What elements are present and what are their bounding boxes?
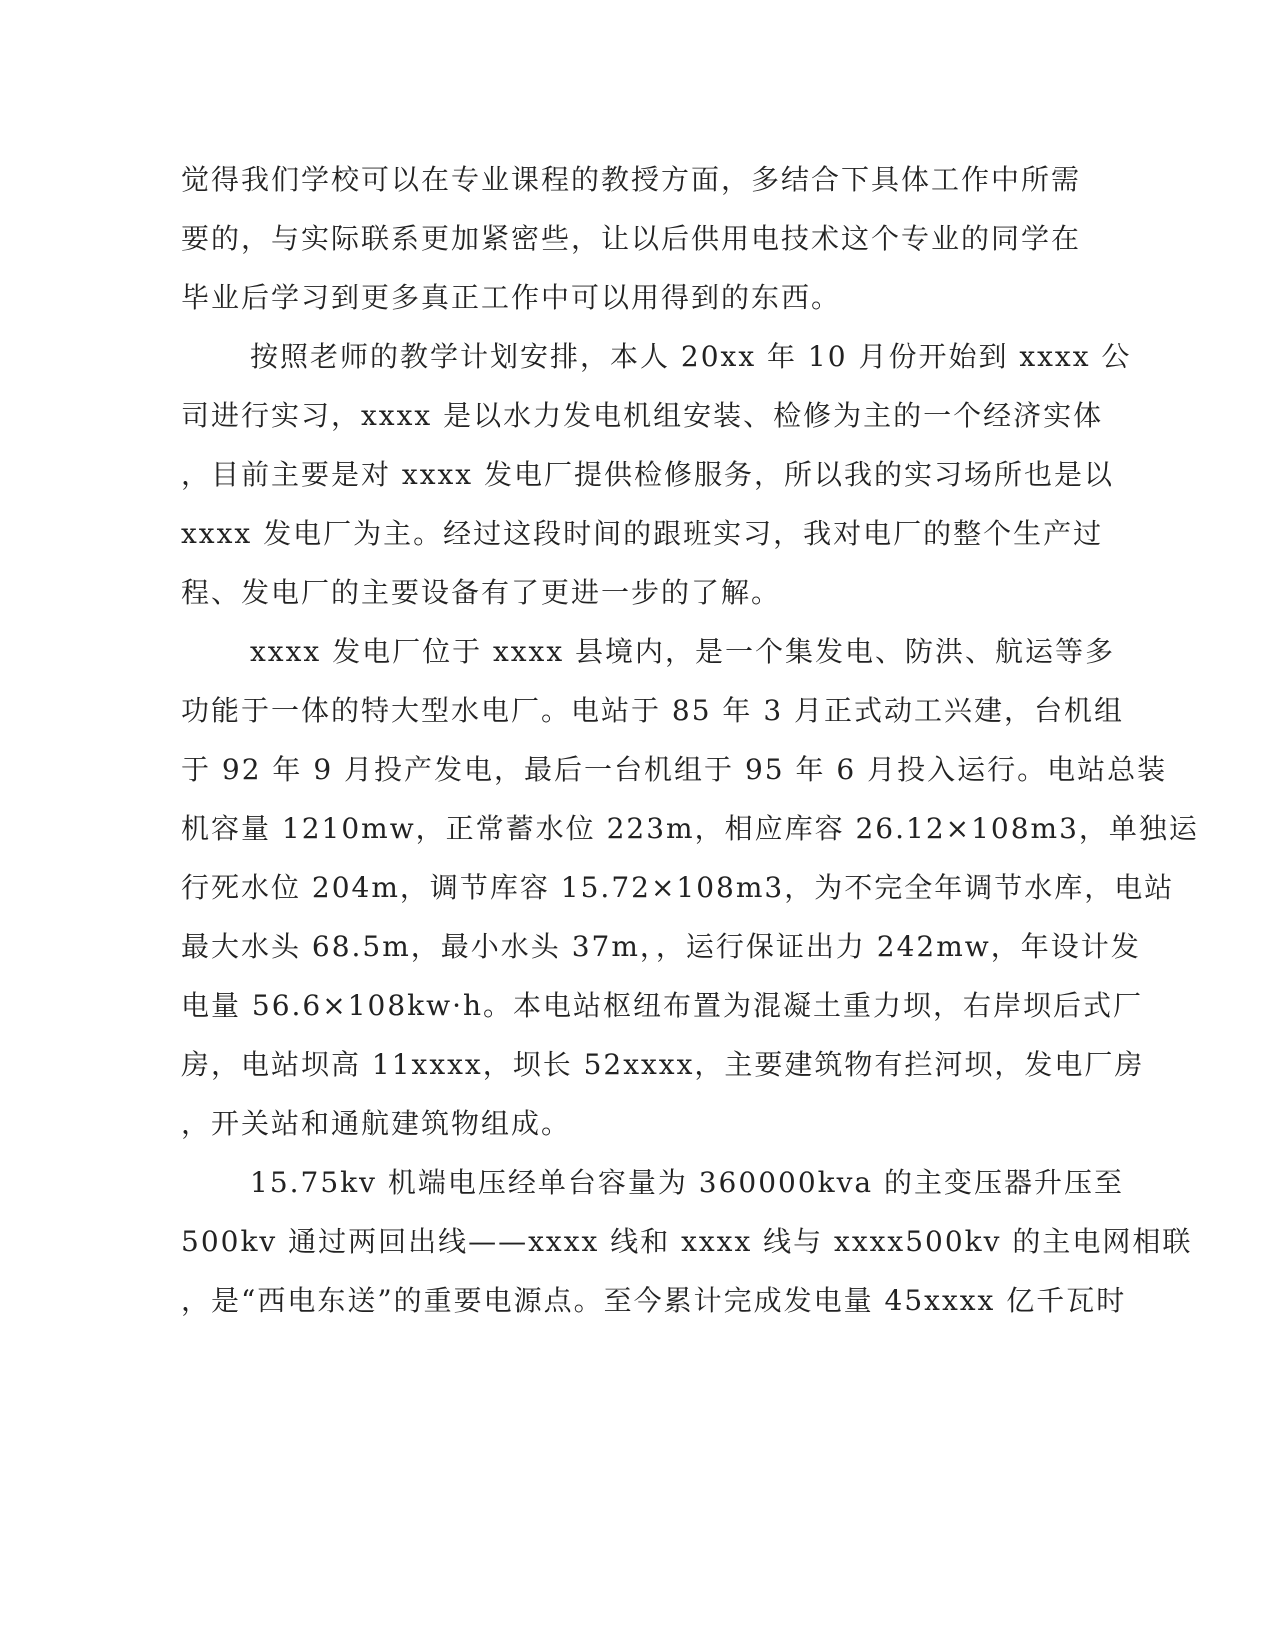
text-line-10: 功能于一体的特大型水电厂。电站于 85 年 3 月正式动工兴建，台机组 bbox=[181, 694, 1125, 727]
text-line-2: 要的，与实际联系更加紧密些，让以后供用电技术这个专业的同学在 bbox=[181, 222, 1082, 255]
text-line-1: 觉得我们学校可以在专业课程的教授方面，多结合下具体工作中所需 bbox=[181, 163, 1082, 196]
text-line-11: 于 92 年 9 月投产发电，最后一台机组于 95 年 6 月投入运行。电站总装 bbox=[181, 753, 1168, 786]
text-line-6: ，目前主要是对 xxxx 发电厂提供检修服务，所以我的实习场所也是以 bbox=[181, 458, 1114, 491]
text-line-16: 房，电站坝高 11xxxx，坝长 52xxxx，主要建筑物有拦河坝，发电厂房 bbox=[181, 1048, 1145, 1081]
text-line-20: ，是“西电东送”的重要电源点。至今累计完成发电量 45xxxx 亿千瓦时 bbox=[181, 1284, 1127, 1317]
text-line-4: 按照老师的教学计划安排，本人 20xx 年 10 月份开始到 xxxx 公 bbox=[250, 340, 1132, 373]
text-line-12: 机容量 1210mw，正常蓄水位 223m，相应库容 26.12×108m3，单独运 bbox=[181, 812, 1199, 845]
text-line-7: xxxx 发电厂为主。经过这段时间的跟班实习，我对电厂的整个生产过 bbox=[181, 517, 1104, 550]
text-line-18: 15.75kv 机端电压经单台容量为 360000kva 的主变压器升压至 bbox=[250, 1166, 1125, 1199]
text-line-3: 毕业后学习到更多真正工作中可以用得到的东西。 bbox=[181, 281, 842, 314]
text-line-9: xxxx 发电厂位于 xxxx 县境内，是一个集发电、防洪、航运等多 bbox=[250, 635, 1116, 668]
text-line-8: 程、发电厂的主要设备有了更进一步的了解。 bbox=[181, 576, 782, 609]
text-line-5: 司进行实习，xxxx 是以水力发电机组安装、检修为主的一个经济实体 bbox=[181, 399, 1104, 432]
text-line-19: 500kv 通过两回出线——xxxx 线和 xxxx 线与 xxxx500kv 的主电网相联 bbox=[181, 1225, 1193, 1258]
text-line-13: 行死水位 204m，调节库容 15.72×108m3，为不完全年调节水库，电站 bbox=[181, 871, 1175, 904]
text-line-15: 电量 56.6×108kw·h。本电站枢纽布置为混凝土重力坝，右岸坝后式厂 bbox=[181, 989, 1144, 1022]
text-line-17: ，开关站和通航建筑物组成。 bbox=[181, 1107, 572, 1140]
text-line-14: 最大水头 68.5m，最小水头 37m，，运行保证出力 242mw，年设计发 bbox=[181, 930, 1141, 963]
